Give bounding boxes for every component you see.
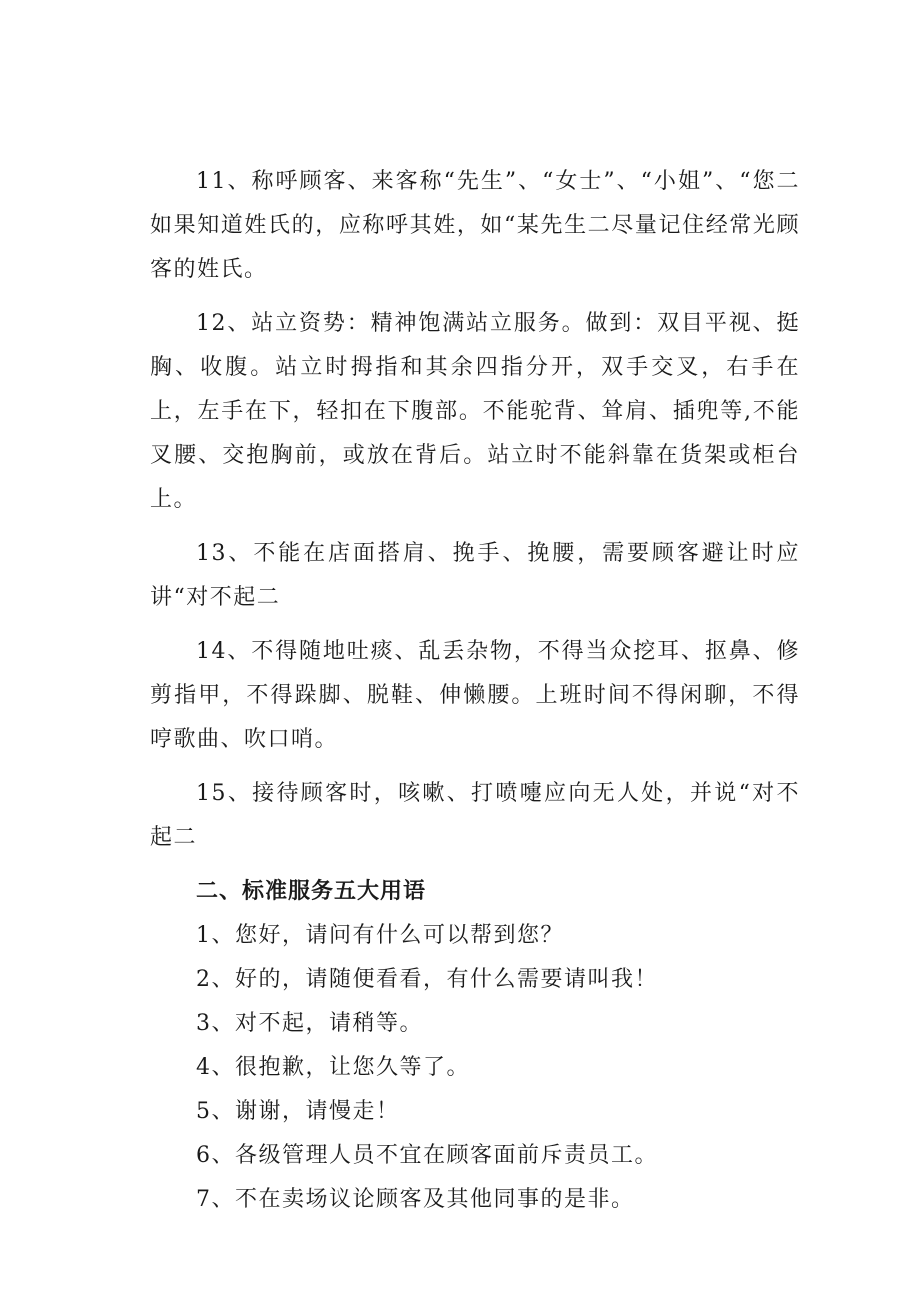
list-item: 1、您好，请问有什么可以帮到您？ bbox=[196, 923, 564, 948]
phrase-list bbox=[150, 914, 800, 1222]
rule-paragraph-11: 11、称呼顾客、来客称“先生”、“女士”、“小姐”、“您二如果知道姓氏的，应称呼其姓，如“某先生二尽量记住经常光顾客的姓氏。 bbox=[150, 169, 800, 282]
list-item: 5、谢谢，请慢走！ bbox=[196, 1099, 400, 1124]
rule-paragraph-12: 12、站立资势：精神饱满站立服务。做到：双目平视、挺胸、收腹。站立时拇指和其余四指分开，双手交叉，右手在上，左手在下，轻扣在下腹部。不能驼背、耸肩、插兜等,不能叉腰、交抱胸前，或放在背后。站立时不能斜靠在货架或柜台上。 bbox=[150, 311, 800, 512]
list-item: 3、对不起，请稍等。 bbox=[196, 1011, 423, 1036]
rule-paragraph-13: 13、不能在店面搭肩、挽手、挽腰，需要顾客避让时应讲“对不起二 bbox=[150, 541, 800, 610]
section-heading: 二、标准服务五大用语 bbox=[196, 879, 427, 904]
rule-paragraph-15: 15、接待顾客时，咳嗽、打喷嚏应向无人处，并说“对不起二 bbox=[150, 781, 800, 850]
list-item: 4、很抱歉，让您久等了。 bbox=[196, 1055, 470, 1080]
document-page bbox=[150, 160, 800, 1222]
rule-paragraph-14: 14、不得随地吐痰、乱丢杂物，不得当众挖耳、抠鼻、修剪指甲，不得跺脚、脱鞋、伸懒腰。上班时间不得闲聊，不得哼歌曲、吹口哨。 bbox=[150, 639, 800, 752]
list-item: 2、好的，请随便看看，有什么需要请叫我！ bbox=[196, 967, 658, 992]
list-item: 6、各级管理人员不宜在顾客面前斥责员工。 bbox=[196, 1143, 658, 1168]
list-item: 7、不在卖场议论顾客及其他同事的是非。 bbox=[196, 1187, 635, 1212]
